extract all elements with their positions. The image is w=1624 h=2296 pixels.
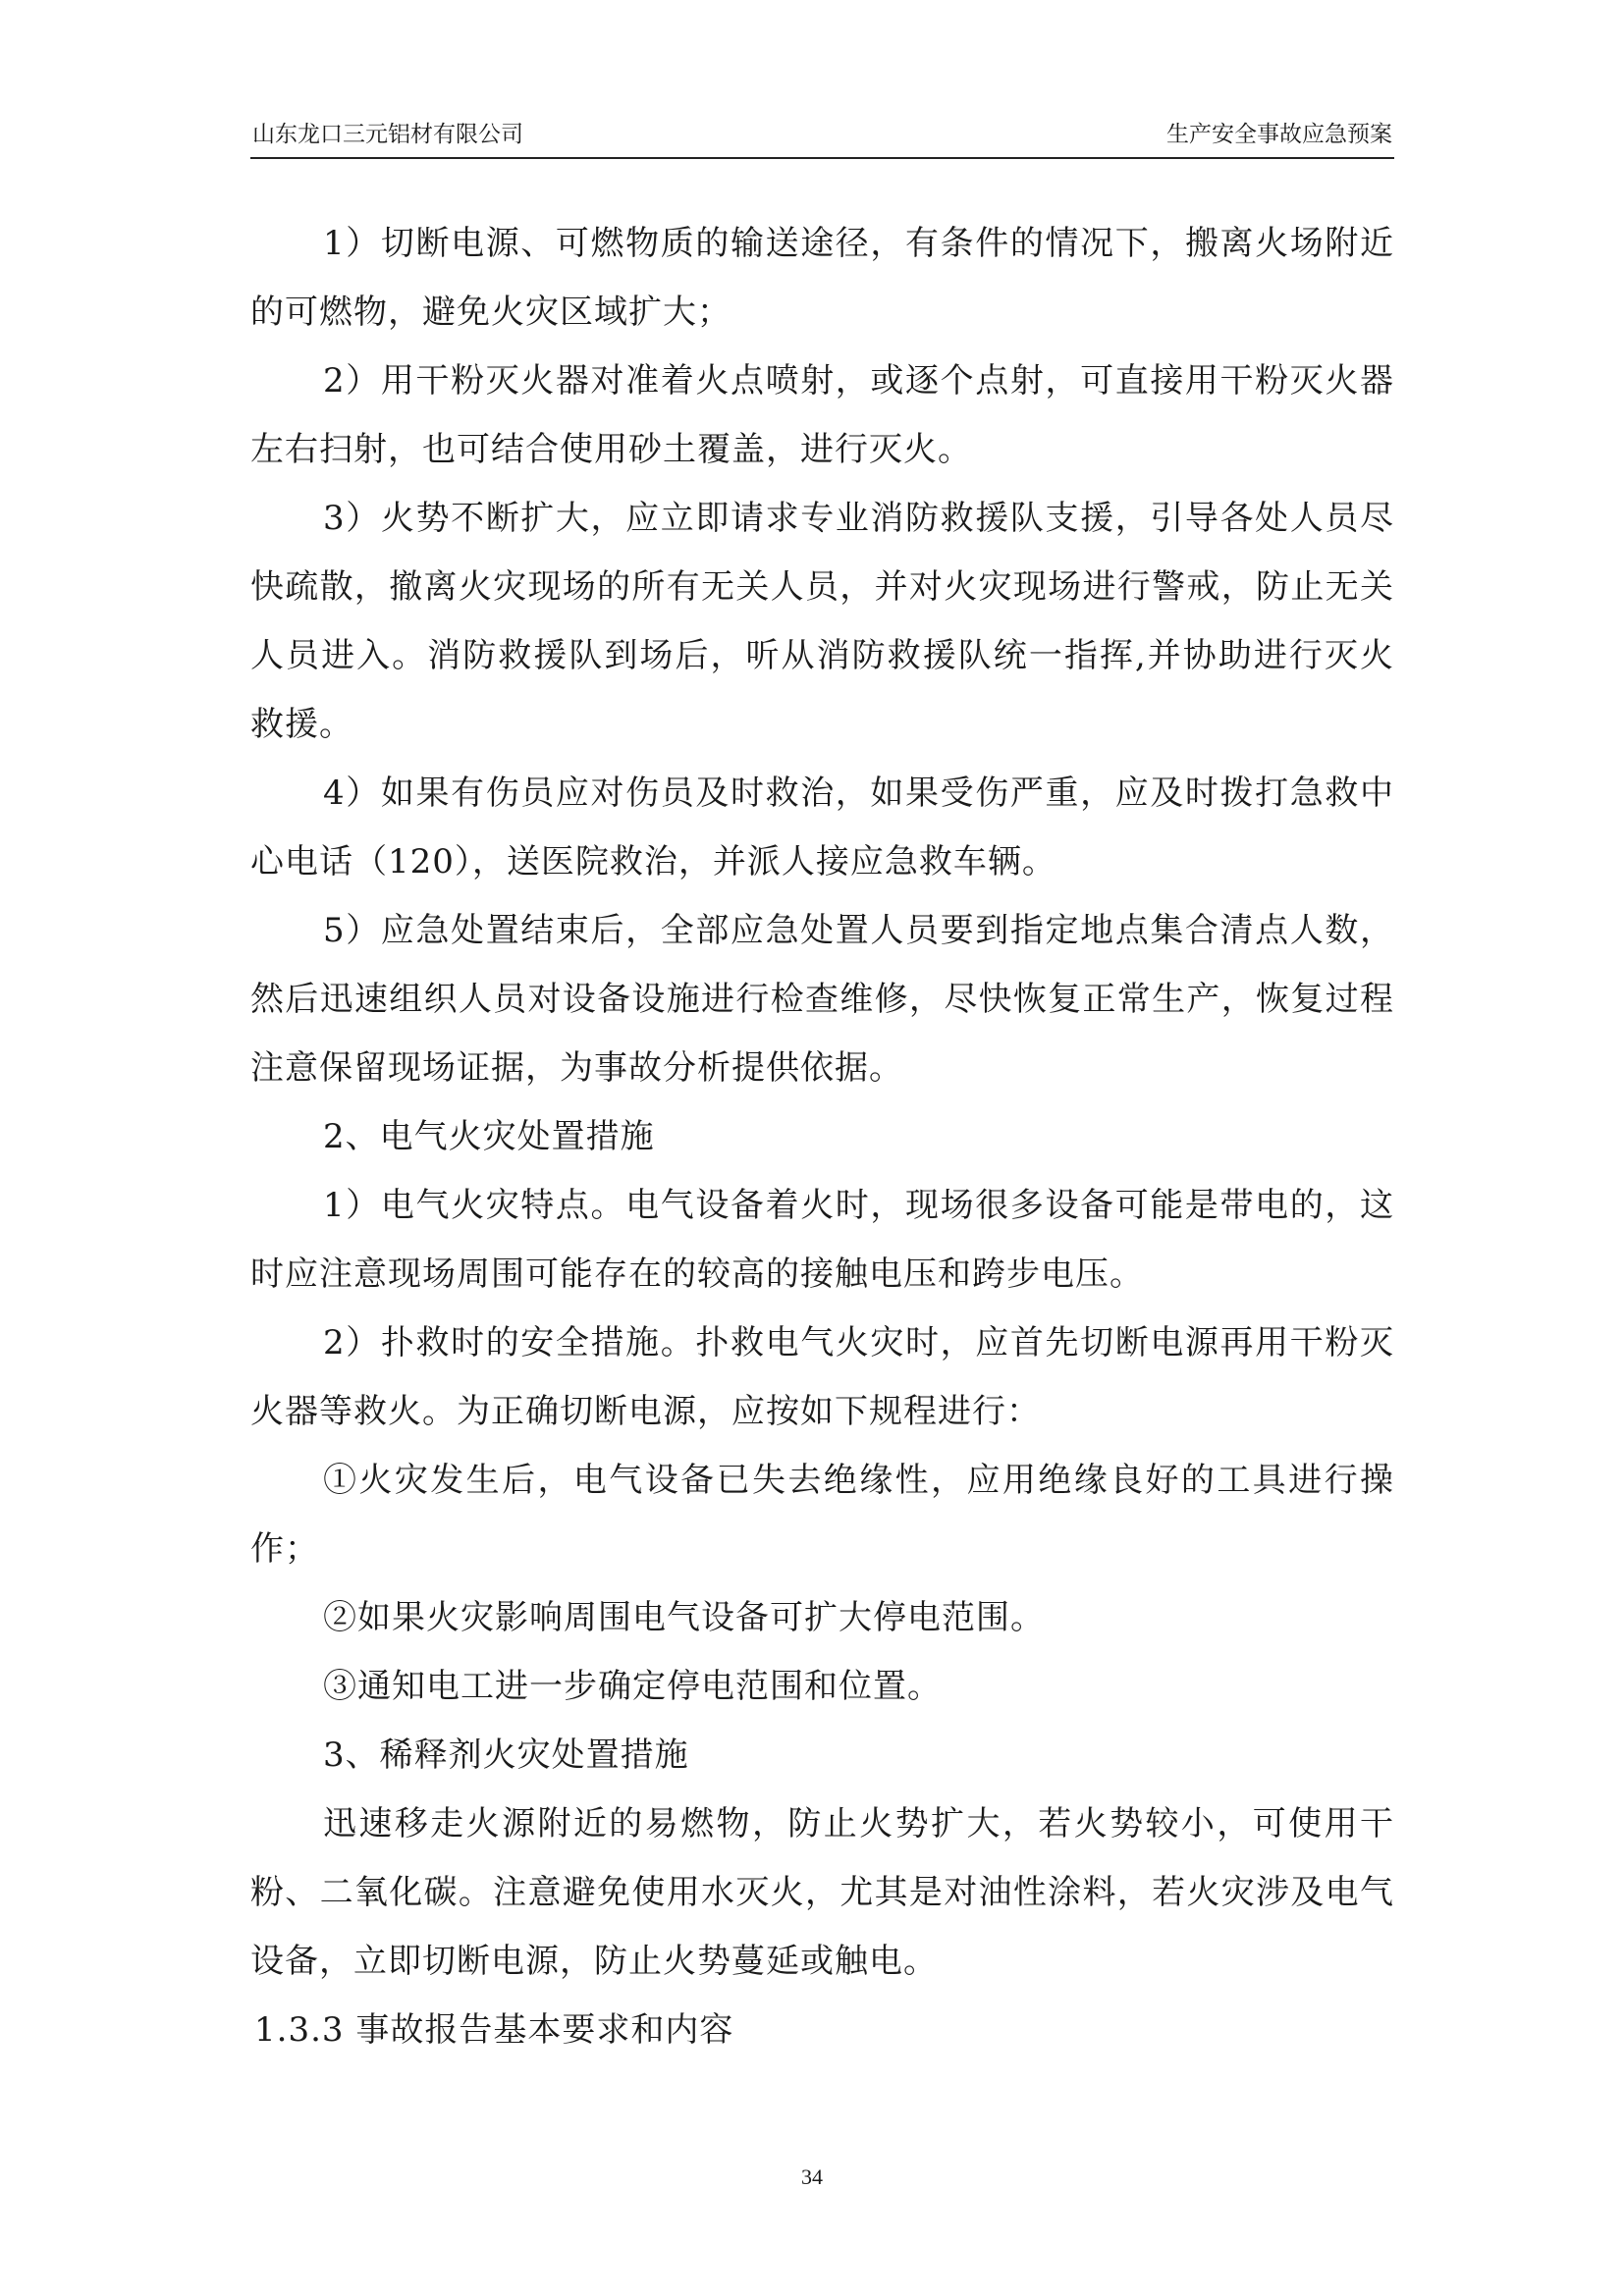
heading-electrical-fire: 2、电气火灾处置措施 bbox=[323, 1117, 655, 1156]
list-item-insulation: ①火灾发生后，电气设备已失去绝缘性，应用绝缘良好的工具进行操作； bbox=[250, 1461, 1394, 1569]
paragraph-dry-powder: 2）用干粉灭火器对准着火点喷射，或逐个点射，可直接用干粉灭火器左右扫射，也可结合使用砂土覆盖，进行灭火。 bbox=[250, 361, 1394, 469]
body-text bbox=[250, 209, 1394, 2064]
list-item-extend-outage: ②如果火灾影响周围电气设备可扩大停电范围。 bbox=[323, 1598, 1045, 1637]
paragraph-safety-measures: 2）扑救时的安全措施。扑救电气火灾时，应首先切断电源再用干粉灭火器等救火。为正确切断电源，应按如下规程进行： bbox=[250, 1323, 1394, 1431]
paragraph-after-response: 5）应急处置结束后，全部应急处置人员要到指定地点集合清点人数，然后迅速组织人员对设备设施进行检查维修，尽快恢复正常生产，恢复过程注意保留现场证据，为事故分析提供依据。 bbox=[250, 911, 1394, 1088]
paragraph-cut-power: 1）切断电源、可燃物质的输送途径，有条件的情况下，搬离火场附近的可燃物，避免火灾区域扩大； bbox=[250, 224, 1394, 332]
paragraph-thinner-measures: 迅速移走火源附近的易燃物，防止火势扩大，若火势较小，可使用干粉、二氧化碳。注意避免使用水灭火，尤其是对油性涂料，若火灾涉及电气设备，立即切断电源，防止火势蔓延或触电。 bbox=[250, 1804, 1394, 1981]
header-company: 山东龙口三元铝材有限公司 bbox=[252, 122, 523, 147]
subsection-heading: 1.3.3 事故报告基本要求和内容 bbox=[254, 2010, 734, 2050]
paragraph-electrical-features: 1）电气火灾特点。电气设备着火时，现场很多设备可能是带电的，这时应注意现场周围可能存在的较高的接触电压和跨步电压。 bbox=[250, 1186, 1394, 1294]
page-number: 34 bbox=[801, 2164, 823, 2189]
paragraph-fire-spread: 3）火势不断扩大，应立即请求专业消防救援队支援，引导各处人员尽快疏散，撤离火灾现场的所有无关人员，并对火灾现场进行警戒，防止无关人员进入。消防救援队到场后，听从消防救援队统一指挥,并协助进行灭火救援。 bbox=[250, 499, 1394, 744]
header-doc-title: 生产安全事故应急预案 bbox=[1166, 122, 1392, 147]
paragraph-injured: 4）如果有伤员应对伤员及时救治，如果受伤严重，应及时拨打急救中心电话（120），送医院救治，并派人接应急救车辆。 bbox=[250, 774, 1394, 881]
list-item-notify-electrician: ③通知电工进一步确定停电范围和位置。 bbox=[323, 1667, 942, 1706]
heading-thinner-fire: 3、稀释剂火灾处置措施 bbox=[323, 1735, 689, 1775]
page-header bbox=[250, 116, 1394, 159]
